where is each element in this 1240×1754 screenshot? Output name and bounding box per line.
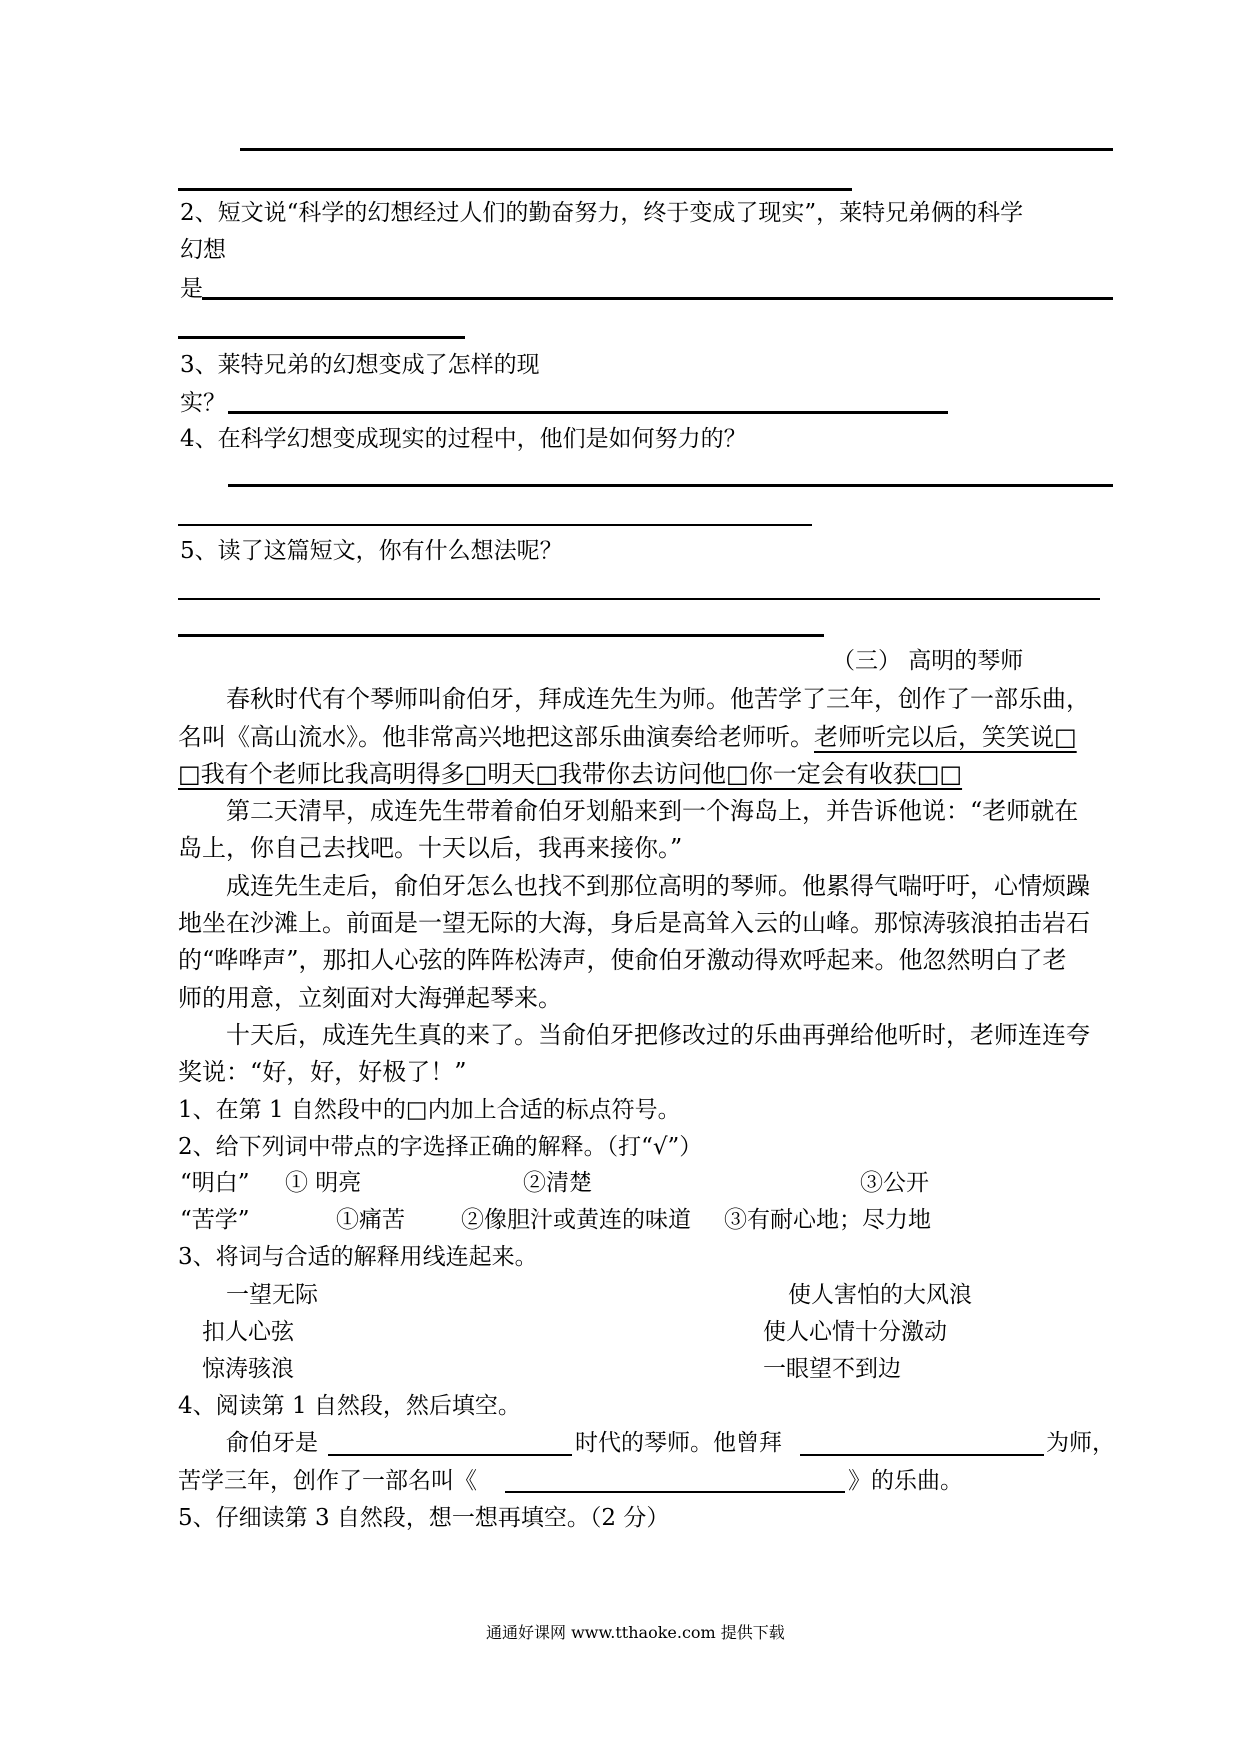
exercise-2-word-1: “明白” [180,1170,250,1196]
exercise-4-text: 为师， [1046,1430,1115,1456]
exercise-2-word-2: “苦学” [180,1207,250,1233]
answer-line [178,598,1100,600]
passage-p4-line1: 十天后，成连先生真的来了。当俞伯牙把修改过的乐曲再弹给他听时，老师连连夸 [226,1021,1090,1049]
question-4: 4、在科学幻想变成现实的过程中，他们是如何努力的？ [180,426,747,452]
passage-p3-line2: 地坐在沙滩上。前面是一望无际的大海，身后是高耸入云的山峰。那惊涛骇浪拍击岩石 [178,909,1090,937]
exercise-4-text: 》的乐曲。 [848,1468,963,1494]
passage-p2-line1: 第二天清早，成连先生带着俞伯牙划船来到一个海岛上，并告诉他说：“老师就在 [226,797,1079,825]
exercise-2: 2、给下列词中带点的字选择正确的解释。（打“√”） [178,1134,703,1160]
exercise-2-option: ③公开 [860,1170,929,1196]
underlined-passage-text: 老师听完以后，笑笑说□ [814,723,1077,751]
passage-p1-line1: 春秋时代有个琴师叫俞伯牙，拜成连先生为师。他苦学了三年，创作了一部乐曲， [226,685,1090,713]
passage-p3-line1: 成连先生走后，俞伯牙怎么也找不到那位高明的琴师。他累得气喘吁吁，心情烦躁 [226,872,1090,900]
question-2-line2: 幻想 [180,237,226,263]
exercise-4-text: 俞伯牙是 [226,1430,318,1456]
exercise-1: 1、在第 1 自然段中的□内加上合适的标点符号。 [178,1097,681,1123]
fill-blank[interactable] [505,1491,845,1493]
exercise-3-left-word: 扣人心弦 [202,1319,294,1345]
question-3-line1: 3、莱特兄弟的幻想变成了怎样的现 [180,352,540,378]
exercise-2-option: ③有耐心地；尽力地 [724,1207,931,1233]
exercise-4-text: 苦学三年，创作了一部名叫《 [178,1468,477,1494]
question-2-line1: 2、短文说“科学的幻想经过人们的勤奋努力，终于变成了现实”，莱特兄弟俩的科学 [180,200,1024,226]
answer-line [178,524,812,526]
answer-line [202,297,1113,300]
exercise-3-left-word: 一望无际 [226,1282,318,1308]
section-title: （三） 高明的琴师 [832,648,1024,674]
answer-line [178,336,465,339]
passage-p2-line2: 岛上，你自己去找吧。十天以后，我再来接你。” [178,834,683,862]
answer-line [240,148,1113,151]
exercise-2-option: ① 明亮 [285,1170,362,1196]
exercise-3-right-def: 一眼望不到边 [763,1356,901,1382]
question-5: 5、读了这篇短文，你有什么想法呢？ [180,538,563,564]
exercise-3-right-def: 使人心情十分激动 [763,1319,947,1345]
exercise-3-right-def: 使人害怕的大风浪 [788,1282,972,1308]
passage-p3-line3: 的“哗哗声”，那扣人心弦的阵阵松涛声，使俞伯牙激动得欢呼起来。他忽然明白了老 [178,946,1067,974]
exercise-2-option: ①痛苦 [336,1207,405,1233]
answer-line [228,484,1113,487]
passage-p1-line2 [178,722,1077,752]
exercise-2-option: ②像胆汁或黄连的味道 [461,1207,691,1233]
passage-text: 名叫《高山流水》。他非常高兴地把这部乐曲演奏给老师听。 [178,723,814,751]
passage-p4-line2: 奖说：“好，好，好极了！” [178,1058,467,1086]
passage-p1-line3: □我有个老师比我高明得多□明天□我带你去访问他□你一定会有收获□□ [178,760,963,788]
passage-p3-line4: 师的用意，立刻面对大海弹起琴来。 [178,984,562,1012]
answer-line [228,411,948,414]
exercise-4-text: 时代的琴师。他曾拜 [575,1430,782,1456]
exercise-2-option: ②清楚 [523,1170,592,1196]
question-3-line2: 实？ [180,390,226,416]
fill-blank[interactable] [800,1454,1044,1456]
question-2-line3: 是 [180,276,203,302]
fill-blank[interactable] [328,1454,572,1456]
page-footer: 通通好课网 www.tthaoke.com 提供下载 [486,1623,785,1642]
answer-line [178,188,852,191]
exercise-3-left-word: 惊涛骇浪 [202,1356,294,1382]
exercise-3: 3、将词与合适的解释用线连起来。 [178,1244,538,1270]
exercise-5: 5、仔细读第 3 自然段，想一想再填空。（2 分） [178,1505,670,1531]
answer-line [178,634,824,637]
exercise-4: 4、阅读第 1 自然段，然后填空。 [178,1393,521,1419]
